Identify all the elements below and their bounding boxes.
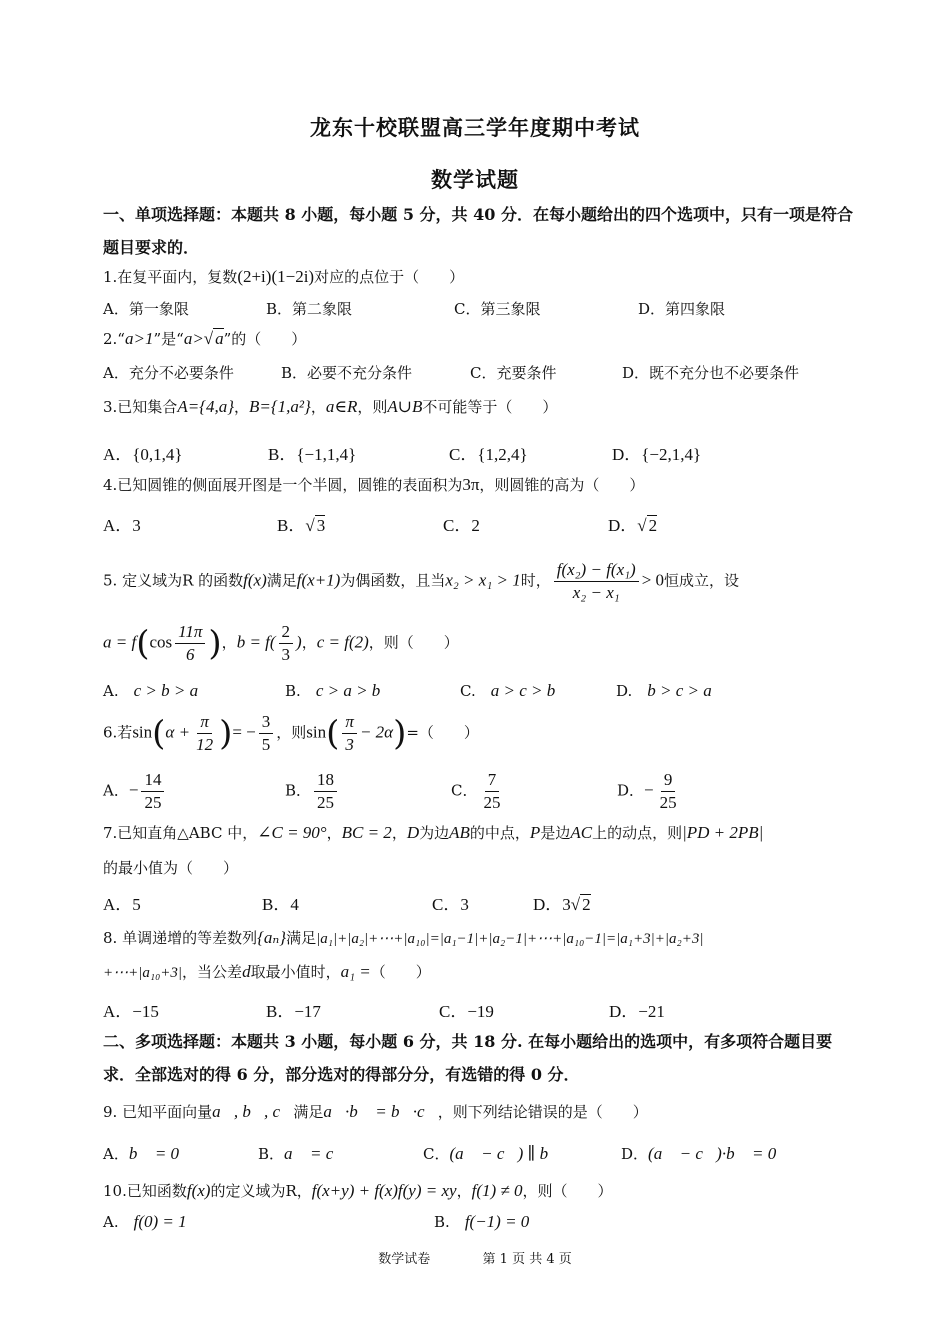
- q3-option-b: B．{−1,1,4}: [268, 445, 357, 464]
- question-9-stem: 9. 已知平面向量a⃗, b⃗, c⃗满足a⃗·b⃗ = b⃗·c⃗，则下列结论错误的是（ ）: [103, 1102, 648, 1121]
- footer-subject: 数学试卷: [378, 1252, 431, 1267]
- exam-title: 龙东十校联盟高三学年度期中考试: [310, 115, 640, 140]
- question-7-stem: 7.已知直角△ABC 中，∠C = 90°，BC = 2，D为边AB的中点，P是边AC上的动点，则|PD + 2PB|: [103, 823, 764, 842]
- q7-option-b: B．4: [262, 895, 299, 914]
- q6-option-a: A．− $\frac{14}{25}$: [103, 770, 167, 813]
- q9-option-b: B．a⃗ = c⃗: [258, 1144, 347, 1163]
- q9-option-c: C．(a⃗ − c⃗) ∥ b⃗: [423, 1144, 562, 1163]
- question-7-line-2: 的最小值为（ ）: [103, 859, 239, 877]
- q5-option-a: A. c > b > a: [103, 681, 199, 700]
- page-footer: [0, 1248, 950, 1267]
- q4-option-b: B．√ 3: [277, 516, 326, 535]
- section-1-heading: 一、单项选择题：本题共 8 小题，每小题 5 分，共 40 分．在每小题给出的四个选项中，只有一项是符合题目要求的．: [103, 205, 853, 257]
- question-8-stem: 8. 单调递增的等差数列{aₙ}满足|a₁|+|a₂|+⋯+|a₁₀|=|a₁−1|+|a₂−1|+⋯+|a₁₀−1|=|a₁+3|+|a₂+3|: [103, 928, 704, 947]
- q8-option-c: C．−19: [439, 1002, 494, 1021]
- q6-option-c: C． $\frac{7}{25}$: [451, 770, 501, 812]
- q5-option-d: D. b > c > a: [616, 681, 712, 700]
- q1-expression: (2+i)(1−2i): [237, 267, 315, 286]
- q5-option-c: C. a > c > b: [460, 681, 556, 700]
- q1-option-d: D．第四象限: [638, 300, 726, 318]
- q2-option-d: D．既不充分也不必要条件: [622, 364, 800, 382]
- q10-option-b: B. f(−1) = 0: [434, 1212, 530, 1231]
- q7-option-c: C．3: [432, 895, 469, 914]
- question-6-stem: 6.若sin(α + $\frac{\pi}{12}$ )= − $\frac{3}{5}$ ，则sin( $\frac{\pi}{3}$ − 2α)=（ ）: [103, 712, 479, 754]
- q8-option-a: A．−15: [103, 1002, 159, 1021]
- footer-page-number: 第 1 页 共 4 页: [482, 1252, 572, 1267]
- q4-option-a: A．3: [103, 516, 141, 535]
- q2-option-c: C．充要条件: [470, 364, 557, 382]
- q9-option-d: D．(a⃗ − c⃗)·b⃗ = 0: [621, 1144, 777, 1163]
- q1-option-a: A．第一象限: [103, 300, 189, 318]
- q5-option-b: B. c > a > b: [285, 681, 381, 700]
- q7-option-a: A．5: [103, 895, 141, 914]
- q4-option-d: D．√ 2: [608, 516, 658, 535]
- question-8-line-2: +⋯+|a₁₀+3|，当公差d取最小值时，a₁ =（ ）: [103, 962, 431, 981]
- q3-option-c: C．{1,2,4}: [449, 445, 528, 464]
- q6-option-d: D．− $\frac{9}{25}$: [617, 770, 677, 812]
- q4-option-c: C．2: [443, 516, 480, 535]
- question-3-stem: 3.已知集合A={4,a}，B={1,a²}，a∈R，则A∪B不可能等于（ ）: [103, 397, 558, 416]
- question-5-stem: 5. 定义域为R 的函数f(x)满足f(x+1)为偶函数，且当x₂ > x₁ > 1时， $\frac{\text{f(x₂) − f(x₁)}}{\text{x₂ − x₁}}$ > 0恒成立，设: [103, 560, 740, 602]
- q3-option-d: D．{−2,1,4}: [612, 445, 702, 464]
- q8-option-b: B．−17: [266, 1002, 321, 1021]
- exam-subtitle: 数学试题: [431, 167, 519, 192]
- question-5-line-2: a = f(cos $\frac{11\pi}{6}$ )，b = f( $\frac{2}{3}$ )，c = f(2)，则（ ）: [103, 622, 459, 664]
- question-4-stem: 4.已知圆锥的侧面展开图是一个半圆，圆锥的表面积为3π，则圆锥的高为（ ）: [103, 475, 645, 494]
- q10-option-a: A. f(0) = 1: [103, 1212, 187, 1231]
- q9-option-a: A．b⃗ = 0⃗: [103, 1144, 193, 1163]
- q2-option-b: B．必要不充分条件: [281, 364, 413, 382]
- q1-option-b: B．第二象限: [266, 300, 353, 318]
- q7-option-d: D．3√ 2: [533, 895, 591, 914]
- question-1-stem: 1.在复平面内，复数(2+i)(1−2i)对应的点位于（ ）: [103, 267, 465, 286]
- q2-option-a: A．充分不必要条件: [103, 364, 234, 382]
- q8-option-d: D．−21: [609, 1002, 665, 1021]
- q3-option-a: A．{0,1,4}: [103, 445, 183, 464]
- question-10-stem: 10.已知函数f(x)的定义域为R，f(x+y) + f(x)f(y) = xy，f(1) ≠ 0，则（ ）: [103, 1181, 613, 1200]
- q1-option-c: C．第三象限: [454, 300, 541, 318]
- section-2-heading: 二、多项选择题：本题共 3 小题，每小题 6 分，共 18 分. 在每小题给出的选项中，有多项符合题目要求．全部选对的得 6 分，部分选对的得部分分，有选错的得 0 分．: [103, 1032, 833, 1084]
- question-2-stem: 2.“a>1”是“a>√ a”的（ ）: [103, 329, 307, 348]
- q6-option-b: B． $\frac{18}{25}$: [285, 770, 340, 813]
